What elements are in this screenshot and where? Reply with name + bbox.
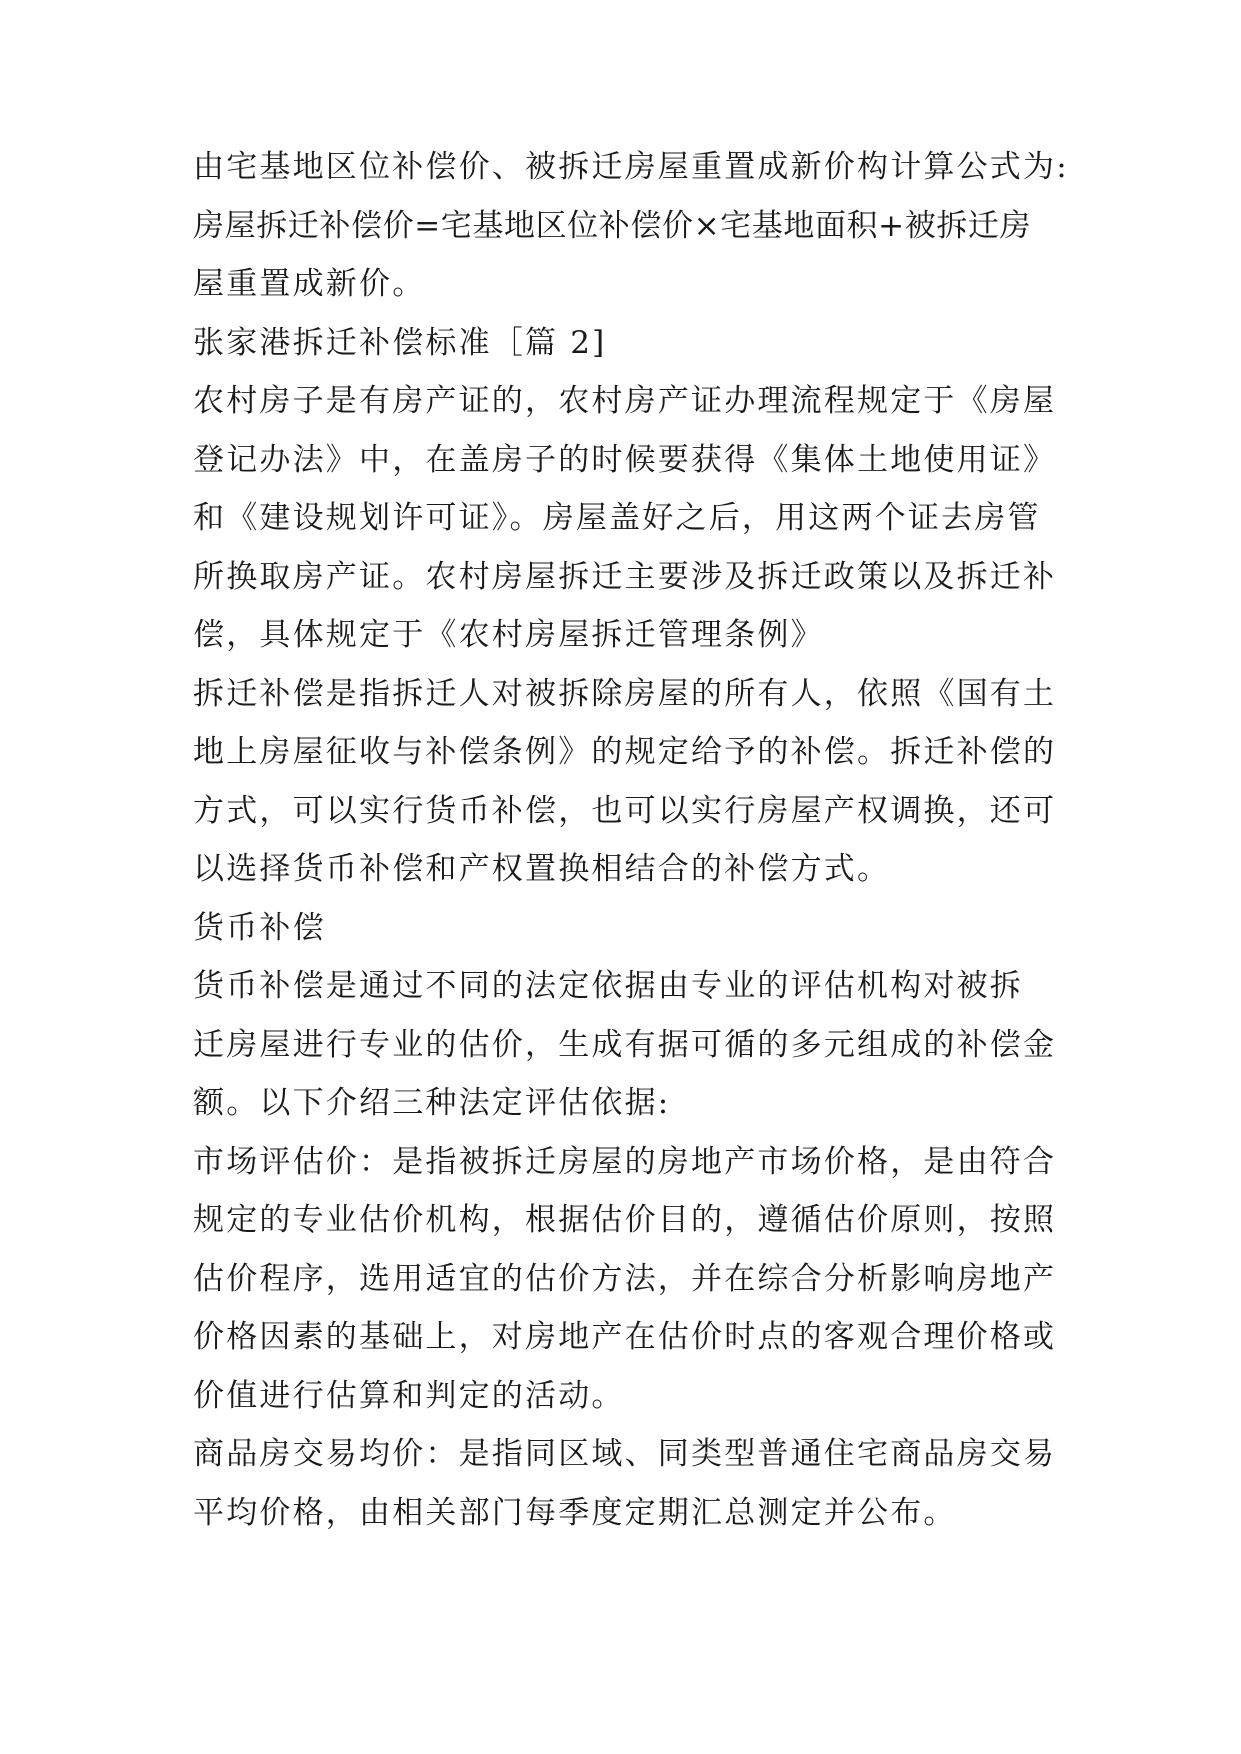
text-line: 偿，具体规定于《农村房屋拆迁管理条例》 — [193, 617, 824, 653]
text-line: 货币补偿是通过不同的法定依据由专业的评估机构对被拆 — [193, 968, 1023, 1004]
text-line: 规定的专业估价机构，根据估价目的，遵循估价原则，按照 — [193, 1202, 1057, 1238]
text-line: 由宅基地区位补偿价、被拆迁房屋重置成新价构计算公式为: — [193, 149, 1069, 185]
text-line: 价值进行估算和判定的活动。 — [193, 1377, 625, 1414]
section-heading: 张家港拆迁补偿标准［篇 2] — [193, 324, 607, 361]
text-line: 和《建设规划许可证》。房屋盖好之后，用这两个证去房管 — [193, 500, 1041, 536]
text-line: 价格因素的基础上，对房地产在估价时点的客观合理价格或 — [193, 1319, 1057, 1355]
text-line: 地上房屋征收与补偿条例》的规定给予的补偿。拆迁补偿的 — [193, 734, 1057, 770]
text-line: 估价程序，选用适宜的估价方法，并在综合分析影响房地产 — [193, 1260, 1057, 1297]
text-line: 额。以下介绍三种法定评估依据: — [193, 1085, 671, 1121]
text-line: 平均价格，由相关部门每季度定期汇总测定并公布。 — [193, 1494, 957, 1531]
subheading: 货币补偿 — [193, 909, 326, 946]
text-line: 市场评估价：是指被拆迁房屋的房地产市场价格，是由符合 — [193, 1143, 1057, 1180]
text-line: 房屋拆迁补偿价=宅基地区位补偿价×宅基地面积+被拆迁房 — [193, 207, 1032, 244]
document-body — [193, 138, 1073, 1542]
text-line: 以选择货币补偿和产权置换相结合的补偿方式。 — [193, 851, 891, 887]
text-line: 农村房子是有房产证的，农村房产证办理流程规定于《房屋 — [193, 383, 1057, 419]
text-line: 方式，可以实行货币补偿，也可以实行房屋产权调换，还可 — [193, 792, 1057, 829]
text-line: 登记办法》中，在盖房子的时候要获得《集体土地使用证》 — [193, 441, 1057, 478]
text-line: 屋重置成新价。 — [193, 266, 426, 302]
text-line: 拆迁补偿是指拆迁人对被拆除房屋的所有人，依照《国有土 — [193, 675, 1057, 712]
text-line: 商品房交易均价：是指同区域、同类型普通住宅商品房交易 — [193, 1436, 1057, 1472]
text-line: 所换取房产证。农村房屋拆迁主要涉及拆迁政策以及拆迁补 — [193, 558, 1057, 595]
text-line: 迁房屋进行专业的估价，生成有据可循的多元组成的补偿金 — [193, 1026, 1057, 1063]
